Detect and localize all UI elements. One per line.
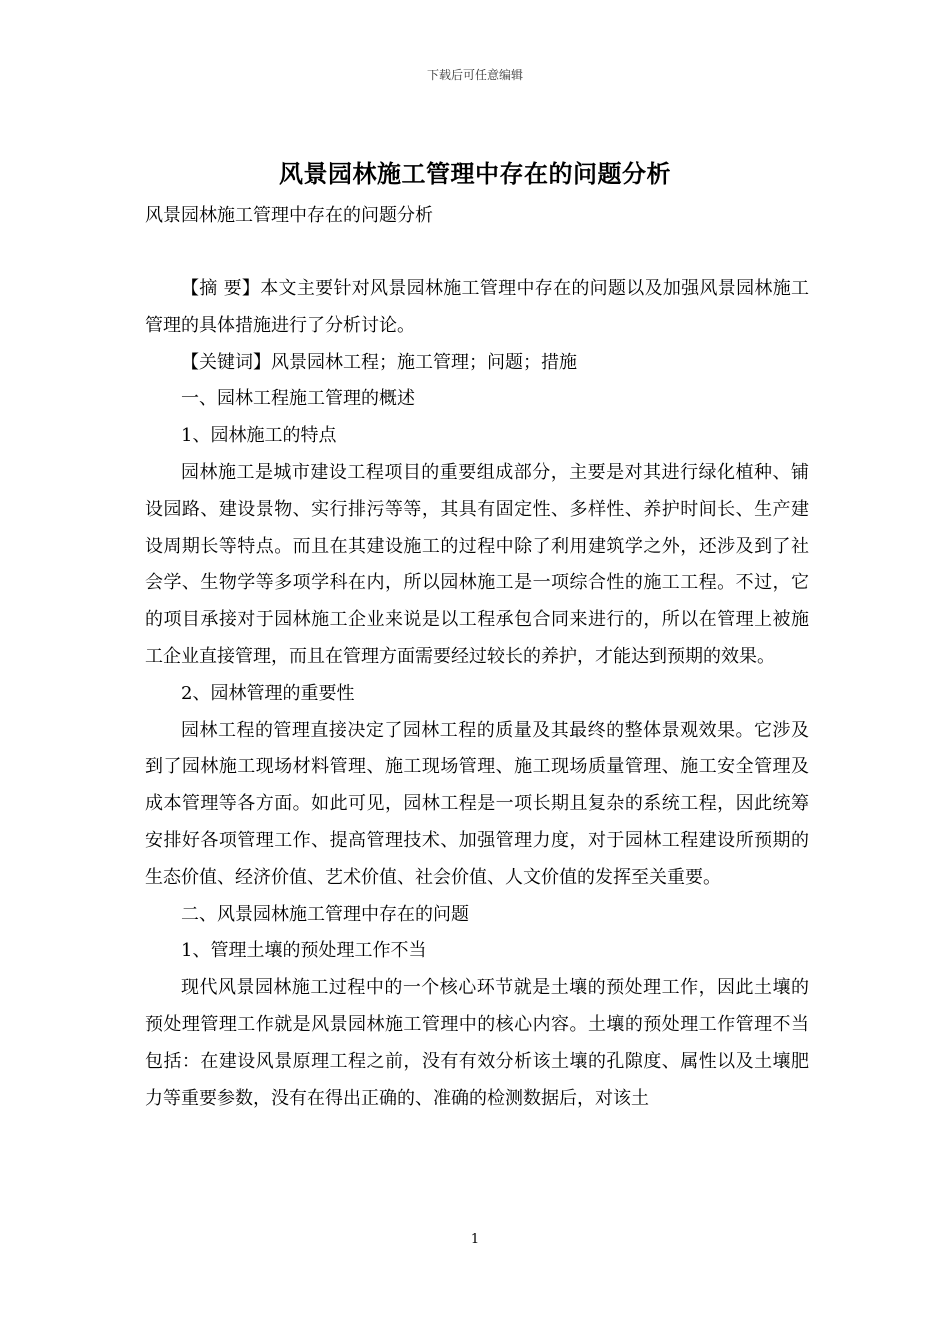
- page-number: 1: [470, 1232, 480, 1247]
- body-paragraph: 园林施工是城市建设工程项目的重要组成部分，主要是对其进行绿化植种、铺设园路、建设景物、实行排污等等，其具有固定性、多样性、养护时间长、生产建设周期长等特点。而且在其建设施工的过程中除了利用建筑学之外，还涉及到了社会学、生物学等多项学科在内，所以园林施工是一项综合性的施工工程。不过，它的项目承接对于园林施工企业来说是以工程承包合同来进行的，所以在管理上被施工企业直接管理，而且在管理方面需要经过较长的养护，才能达到预期的效果。: [145, 461, 809, 667]
- section-heading-2: 二、风景园林施工管理中存在的问题: [181, 903, 469, 925]
- page-header-note: 下载后可任意编辑: [426, 68, 523, 82]
- body-paragraph: 现代风景园林施工过程中的一个核心环节就是土壤的预处理工作，因此土壤的预处理管理工作就是风景园林施工管理中的核心内容。土壤的预处理工作管理不当包括：在建设风景原理工程之前，没有有效分析该土壤的孔隙度、属性以及土壤肥力等重要参数，没有在得出正确的、准确的检测数据后，对该土: [145, 977, 809, 1109]
- section-heading-1: 一、园林工程施工管理的概述: [181, 388, 415, 410]
- subsection-heading-1-2: 2、园林管理的重要性: [181, 682, 355, 704]
- subsection-heading-1-1: 1、园林施工的特点: [181, 425, 337, 447]
- body-paragraph: 园林工程的管理直接决定了园林工程的质量及其最终的整体景观效果。它涉及到了园林施工现场材料管理、施工现场管理、施工现场质量管理、施工安全管理及成本管理等各方面。如此可见，园林工程是一项长期且复杂的系统工程，因此统筹安排好各项管理工作、提高管理技术、加强管理力度，对于园林工程建设所预期的生态价值、经济价值、艺术价值、社会价值、人文价值的发挥至关重要。: [145, 719, 809, 888]
- document-subtitle: 风景园林施工管理中存在的问题分析: [145, 205, 433, 226]
- keywords-paragraph: 【关键词】风景园林工程；施工管理；问题；措施: [181, 351, 577, 373]
- document-body: [145, 271, 809, 1117]
- subsection-heading-2-1: 1、管理土壤的预处理工作不当: [181, 940, 427, 962]
- document-title: 风景园林施工管理中存在的问题分析: [279, 159, 671, 188]
- abstract-paragraph: 【摘 要】本文主要针对风景园林施工管理中存在的问题以及加强风景园林施工管理的具体措施进行了分析讨论。: [145, 278, 809, 336]
